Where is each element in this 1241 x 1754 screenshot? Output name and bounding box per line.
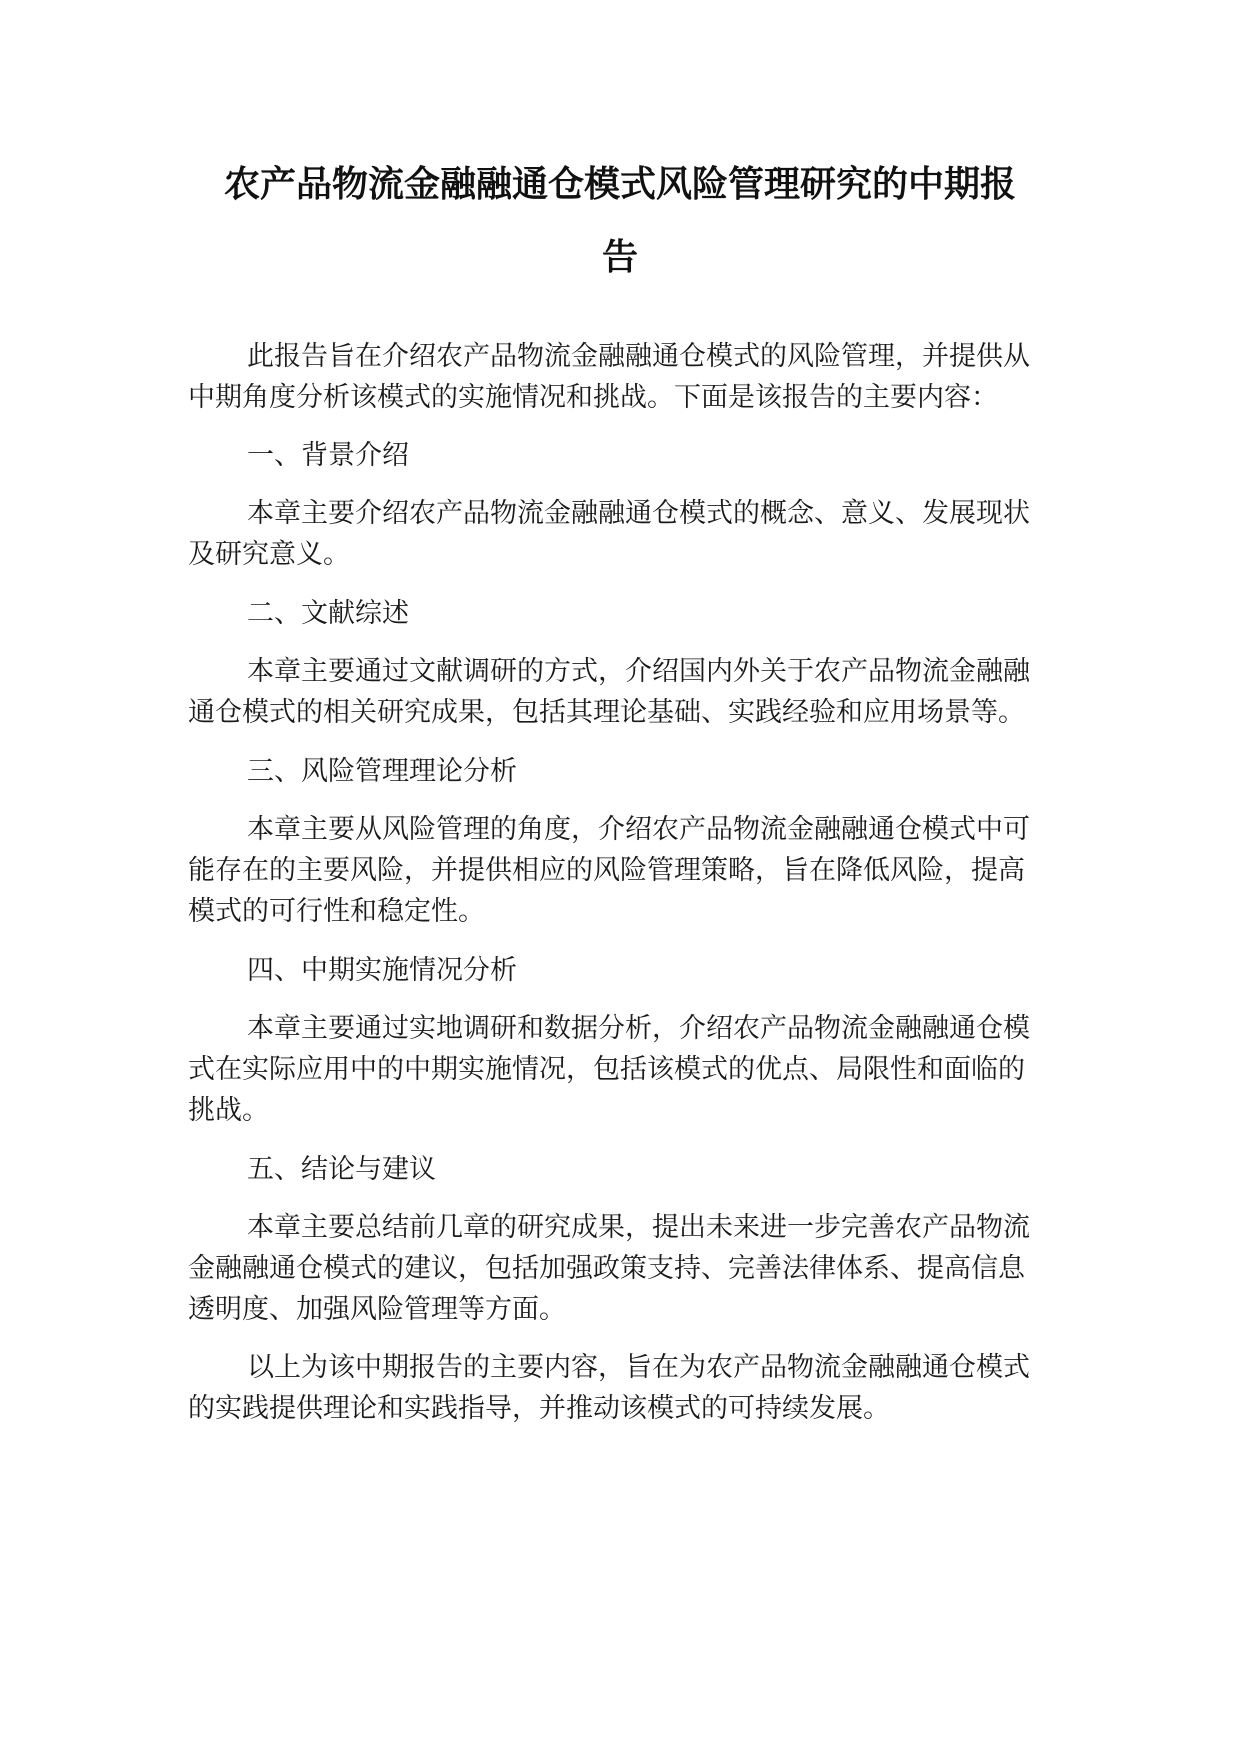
- closing-paragraph-line-2: 的实践提供理论和实践指导，并推动该模式的可持续发展。: [188, 1393, 890, 1424]
- section-1-body-line-1: 本章主要介绍农产品物流金融融通仓模式的概念、意义、发展现状: [247, 498, 1030, 529]
- section-4-body-line-2: 式在实际应用中的中期实施情况，包括该模式的优点、局限性和面临的: [188, 1054, 1025, 1085]
- section-1-heading: 一、背景介绍: [247, 440, 409, 471]
- section-3-body-line-1: 本章主要从风险管理的角度，介绍农产品物流金融融通仓模式中可: [247, 814, 1030, 845]
- section-2-body-line-2: 通仓模式的相关研究成果，包括其理论基础、实践经验和应用场景等。: [188, 697, 1025, 728]
- section-4-body-line-1: 本章主要通过实地调研和数据分析，介绍农产品物流金融融通仓模: [247, 1013, 1030, 1044]
- section-3-body-line-2: 能存在的主要风险，并提供相应的风险管理策略，旨在降低风险，提高: [188, 855, 1025, 886]
- section-2-body-line-1: 本章主要通过文献调研的方式，介绍国内外关于农产品物流金融融: [247, 656, 1030, 687]
- section-3-heading: 三、风险管理理论分析: [247, 756, 517, 787]
- closing-paragraph-line-1: 以上为该中期报告的主要内容，旨在为农产品物流金融融通仓模式: [247, 1352, 1030, 1383]
- intro-paragraph-line-2: 中期角度分析该模式的实施情况和挑战。下面是该报告的主要内容：: [188, 382, 998, 413]
- document-title-line-2: 告: [601, 237, 638, 278]
- section-5-body-line-3: 透明度、加强风险管理等方面。: [188, 1294, 566, 1325]
- section-1-body-line-2: 及研究意义。: [188, 539, 350, 570]
- section-4-body-line-3: 挑战。: [188, 1095, 269, 1126]
- section-5-body-line-2: 金融融通仓模式的建议，包括加强政策支持、完善法律体系、提高信息: [188, 1253, 1025, 1284]
- section-5-body-line-1: 本章主要总结前几章的研究成果，提出未来进一步完善农产品物流: [247, 1212, 1030, 1243]
- section-3-body-line-3: 模式的可行性和稳定性。: [188, 896, 485, 927]
- section-5-heading: 五、结论与建议: [247, 1154, 436, 1185]
- section-4-heading: 四、中期实施情况分析: [247, 955, 517, 986]
- section-2-heading: 二、文献综述: [247, 598, 409, 629]
- intro-paragraph-line-1: 此报告旨在介绍农产品物流金融融通仓模式的风险管理，并提供从: [247, 341, 1030, 372]
- document-title-line-1: 农产品物流金融融通仓模式风险管理研究的中期报: [223, 164, 1016, 205]
